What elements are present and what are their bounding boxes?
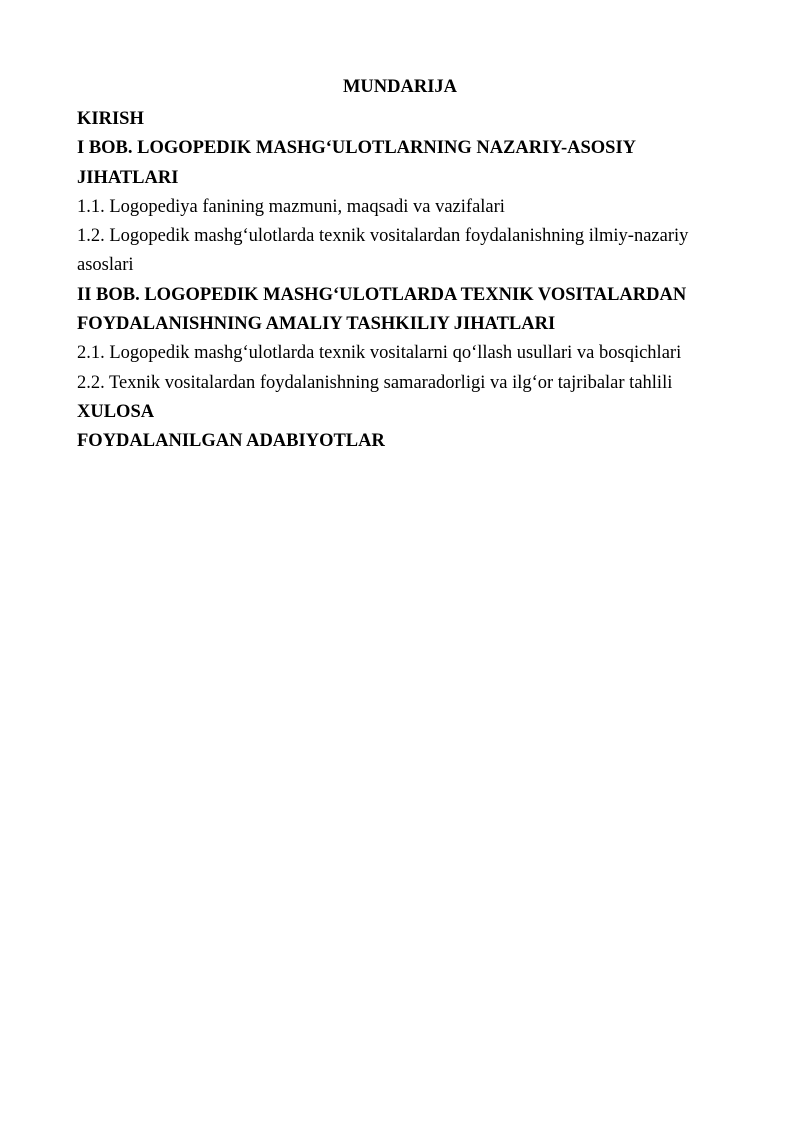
toc-entry-references: FOYDALANILGAN ADABIYOTLAR bbox=[77, 431, 385, 452]
toc-entry-chapter-1: I BOB. LOGOPEDIK MASHG‘ULOTLARNING NAZARIY-ASOSIY JIHATLARI bbox=[77, 138, 636, 188]
toc-entry-section-2-1: 2.1. Logopedik mashg‘ulotlarda texnik vositalarni qo‘llash usullari va bosqichlari bbox=[77, 343, 682, 364]
page-title: MUNDARIJA bbox=[342, 77, 458, 97]
toc-entry-section-2-2: 2.2. Texnik vositalardan foydalanishning samaradorligi va ilg‘or tajribalar tahlili bbox=[77, 372, 673, 393]
toc-entry-conclusion: XULOSA bbox=[77, 401, 155, 422]
toc-entry-section-1-2: 1.2. Logopedik mashg‘ulotlarda texnik vositalardan foydalanishning ilmiy-nazariy asoslari bbox=[77, 226, 689, 276]
toc-entry-section-1-1: 1.1. Logopediya fanining mazmuni, maqsadi va vazifalari bbox=[77, 196, 505, 217]
toc-entry-introduction: KIRISH bbox=[77, 109, 144, 129]
toc-entry-chapter-2: II BOB. LOGOPEDIK MASHG‘ULOTLARDA TEXNIK VOSITALARDAN FOYDALANISHNING AMALIY TASHKILIY JIHATLARI bbox=[77, 284, 687, 335]
table-of-contents bbox=[77, 105, 727, 457]
